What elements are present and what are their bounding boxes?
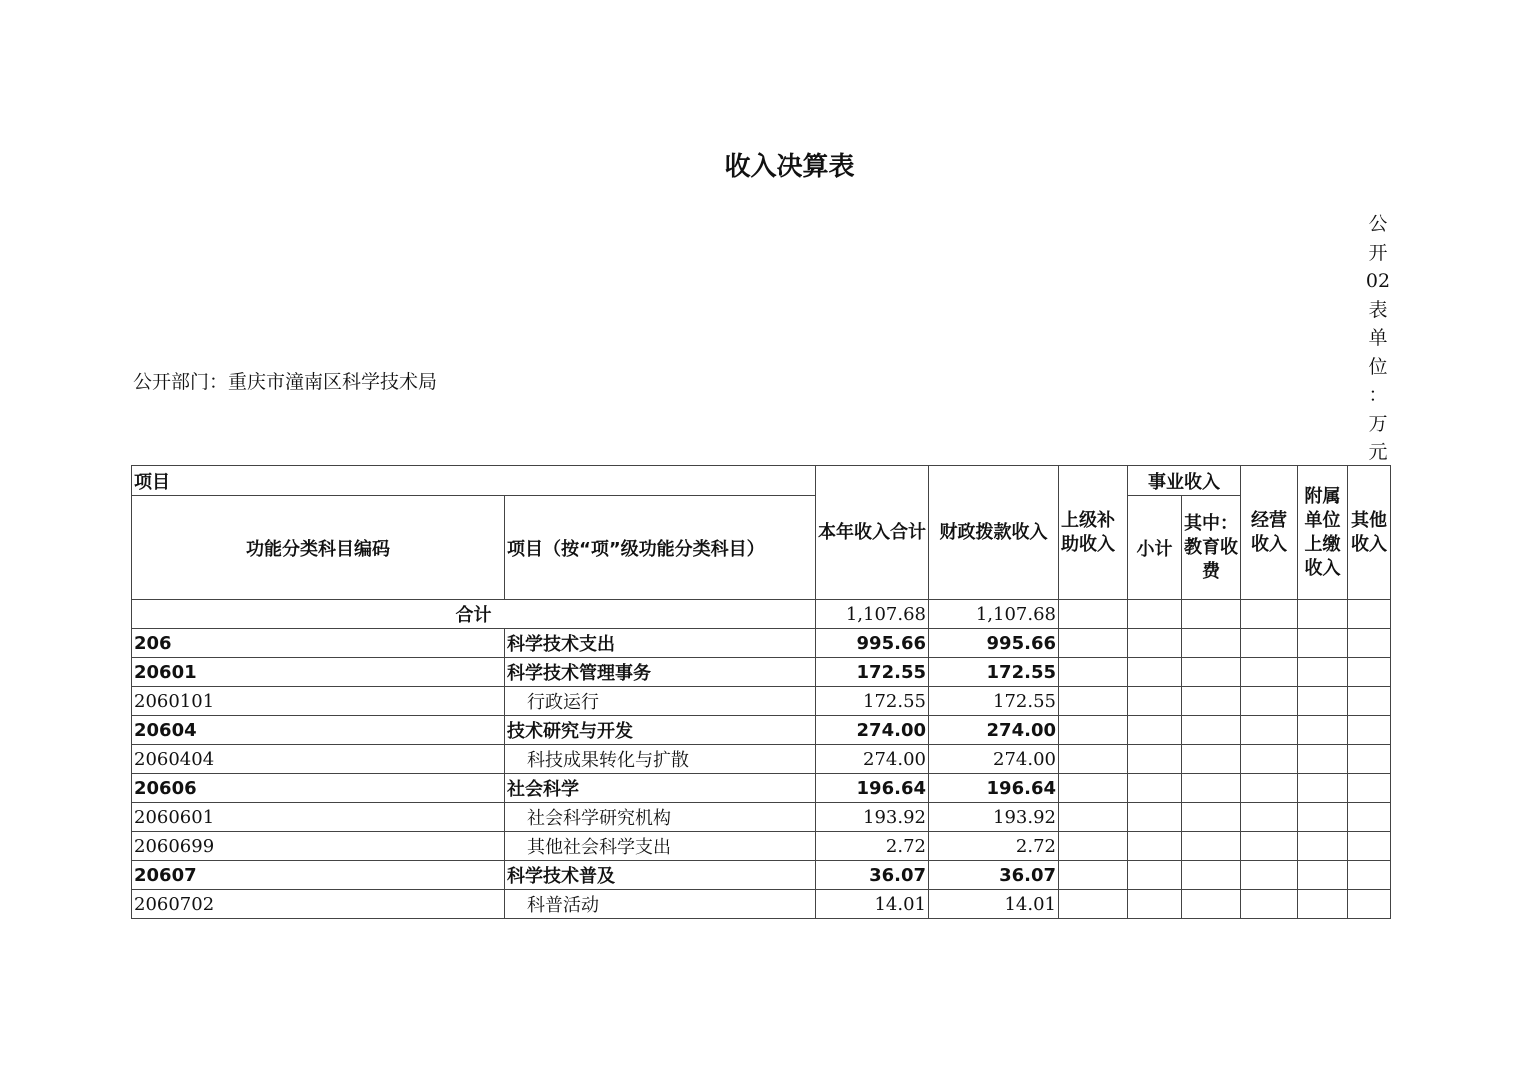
empty-cell bbox=[1298, 803, 1348, 832]
department-label: 公开部门：重庆市潼南区科学技术局 bbox=[133, 371, 438, 393]
row-fiscal: 36.07 bbox=[929, 861, 1059, 890]
empty-cell bbox=[1059, 687, 1128, 716]
empty-cell bbox=[1348, 890, 1391, 919]
empty-cell bbox=[1059, 774, 1128, 803]
empty-cell bbox=[1348, 832, 1391, 861]
table-row bbox=[132, 629, 1391, 658]
empty-cell bbox=[1348, 861, 1391, 890]
unit-char: 元 bbox=[1368, 441, 1388, 463]
row-code: 2060601 bbox=[132, 803, 505, 832]
empty-cell bbox=[1128, 774, 1182, 803]
row-name: 科学技术支出 bbox=[505, 629, 816, 658]
total-fiscal-value: 1,107.68 bbox=[929, 600, 1059, 629]
header-business: 事业收入 bbox=[1128, 466, 1241, 496]
header-fiscal: 财政拨款收入 bbox=[929, 466, 1059, 600]
row-total-income: 172.55 bbox=[816, 658, 929, 687]
empty-cell bbox=[1348, 803, 1391, 832]
row-name: 科技成果转化与扩散 bbox=[505, 745, 816, 774]
empty-cell bbox=[1128, 658, 1182, 687]
row-fiscal: 14.01 bbox=[929, 890, 1059, 919]
empty-cell bbox=[1128, 890, 1182, 919]
empty-cell bbox=[1298, 832, 1348, 861]
empty-cell bbox=[1241, 629, 1298, 658]
empty-cell bbox=[1241, 658, 1298, 687]
empty-cell bbox=[1182, 687, 1241, 716]
empty-cell bbox=[1059, 803, 1128, 832]
table-row bbox=[132, 716, 1391, 745]
header-other: 其他收入 bbox=[1348, 466, 1391, 600]
row-code: 20601 bbox=[132, 658, 505, 687]
header-operating: 经营收入 bbox=[1241, 466, 1298, 600]
empty-cell bbox=[1059, 861, 1128, 890]
row-total-income: 14.01 bbox=[816, 890, 929, 919]
header-project: 项目 bbox=[132, 466, 816, 496]
empty-cell bbox=[1298, 658, 1348, 687]
empty-cell bbox=[1348, 716, 1391, 745]
row-fiscal: 274.00 bbox=[929, 745, 1059, 774]
empty-cell bbox=[1348, 629, 1391, 658]
empty-cell bbox=[1059, 890, 1128, 919]
empty-cell bbox=[1298, 716, 1348, 745]
empty-cell bbox=[1182, 861, 1241, 890]
empty-cell bbox=[1128, 629, 1182, 658]
row-fiscal: 172.55 bbox=[929, 687, 1059, 716]
empty-cell bbox=[1298, 861, 1348, 890]
table-row bbox=[132, 861, 1391, 890]
table-row bbox=[132, 774, 1391, 803]
row-code: 20604 bbox=[132, 716, 505, 745]
empty-cell bbox=[1348, 687, 1391, 716]
row-total-income: 172.55 bbox=[816, 687, 929, 716]
unit-char: 开 bbox=[1368, 241, 1388, 264]
empty-cell bbox=[1182, 890, 1241, 919]
row-total-income: 196.64 bbox=[816, 774, 929, 803]
row-name: 科学技术普及 bbox=[505, 861, 816, 890]
row-name: 技术研究与开发 bbox=[505, 716, 816, 745]
row-fiscal: 2.72 bbox=[929, 832, 1059, 861]
empty-cell bbox=[1298, 890, 1348, 919]
table-row bbox=[132, 890, 1391, 919]
empty-cell bbox=[1059, 745, 1128, 774]
row-fiscal: 193.92 bbox=[929, 803, 1059, 832]
empty-cell bbox=[1348, 745, 1391, 774]
empty-cell bbox=[1128, 687, 1182, 716]
row-total-income: 36.07 bbox=[816, 861, 929, 890]
row-total-income: 995.66 bbox=[816, 629, 929, 658]
empty-cell bbox=[1059, 832, 1128, 861]
row-code: 206 bbox=[132, 629, 505, 658]
total-income-value: 1,107.68 bbox=[816, 600, 929, 629]
unit-char: 表 bbox=[1368, 298, 1388, 321]
table-row bbox=[132, 687, 1391, 716]
row-code: 20606 bbox=[132, 774, 505, 803]
unit-char: ： bbox=[1368, 384, 1388, 406]
empty-cell bbox=[1059, 716, 1128, 745]
header-total-income: 本年收入合计 bbox=[816, 466, 929, 600]
empty-cell bbox=[1059, 658, 1128, 687]
empty-cell bbox=[1241, 890, 1298, 919]
empty-cell bbox=[1298, 629, 1348, 658]
table-row bbox=[132, 745, 1391, 774]
empty-cell bbox=[1059, 629, 1128, 658]
empty-cell bbox=[1241, 687, 1298, 716]
empty-cell bbox=[1298, 745, 1348, 774]
header-affiliated: 附属单位上缴收入 bbox=[1298, 466, 1348, 600]
row-fiscal: 274.00 bbox=[929, 716, 1059, 745]
table-number-and-unit bbox=[1365, 210, 1391, 467]
header-edu-fee: 其中：教育收费 bbox=[1182, 496, 1241, 600]
empty-cell bbox=[1182, 832, 1241, 861]
empty-cell bbox=[1241, 716, 1298, 745]
unit-char: 位 bbox=[1368, 355, 1388, 378]
empty-cell bbox=[1128, 716, 1182, 745]
empty-cell bbox=[1182, 716, 1241, 745]
empty-cell bbox=[1182, 745, 1241, 774]
row-fiscal: 196.64 bbox=[929, 774, 1059, 803]
row-code: 2060404 bbox=[132, 745, 505, 774]
header-item: 项目（按“项”级功能分类科目） bbox=[505, 496, 816, 600]
empty-cell bbox=[1298, 774, 1348, 803]
table-row bbox=[132, 658, 1391, 687]
row-code: 20607 bbox=[132, 861, 505, 890]
empty-cell bbox=[1182, 658, 1241, 687]
empty-cell bbox=[1241, 832, 1298, 861]
row-name: 其他社会科学支出 bbox=[505, 832, 816, 861]
empty-cell bbox=[1241, 745, 1298, 774]
empty-cell bbox=[1241, 803, 1298, 832]
row-total-income: 193.92 bbox=[816, 803, 929, 832]
empty-cell bbox=[1298, 687, 1348, 716]
row-fiscal: 172.55 bbox=[929, 658, 1059, 687]
unit-char: 万 bbox=[1368, 412, 1388, 435]
empty-cell bbox=[1182, 803, 1241, 832]
empty-cell bbox=[1128, 745, 1182, 774]
table-row bbox=[132, 803, 1391, 832]
unit-char: 02 bbox=[1365, 270, 1391, 292]
table-row bbox=[132, 832, 1391, 861]
header-superior: 上级补助收入 bbox=[1059, 466, 1128, 600]
empty-cell bbox=[1348, 774, 1391, 803]
row-name: 科学技术管理事务 bbox=[505, 658, 816, 687]
page-title: 收入决算表 bbox=[724, 152, 855, 182]
total-label: 合计 bbox=[132, 600, 816, 629]
row-code: 2060101 bbox=[132, 687, 505, 716]
empty-cell bbox=[1128, 832, 1182, 861]
row-name: 社会科学研究机构 bbox=[505, 803, 816, 832]
row-total-income: 274.00 bbox=[816, 745, 929, 774]
empty-cell bbox=[1128, 803, 1182, 832]
row-code: 2060702 bbox=[132, 890, 505, 919]
income-table bbox=[131, 465, 1391, 919]
row-name: 社会科学 bbox=[505, 774, 816, 803]
header-subtotal: 小计 bbox=[1128, 496, 1182, 600]
empty-cell bbox=[1182, 774, 1241, 803]
empty-cell bbox=[1348, 658, 1391, 687]
empty-cell bbox=[1241, 774, 1298, 803]
row-fiscal: 995.66 bbox=[929, 629, 1059, 658]
empty-cell bbox=[1182, 629, 1241, 658]
row-name: 科普活动 bbox=[505, 890, 816, 919]
row-total-income: 274.00 bbox=[816, 716, 929, 745]
header-code: 功能分类科目编码 bbox=[132, 496, 505, 600]
empty-cell bbox=[1241, 861, 1298, 890]
row-total-income: 2.72 bbox=[816, 832, 929, 861]
row-name: 行政运行 bbox=[505, 687, 816, 716]
empty-cell bbox=[1128, 861, 1182, 890]
unit-char: 单 bbox=[1368, 327, 1388, 349]
unit-char: 公 bbox=[1368, 213, 1388, 235]
row-code: 2060699 bbox=[132, 832, 505, 861]
